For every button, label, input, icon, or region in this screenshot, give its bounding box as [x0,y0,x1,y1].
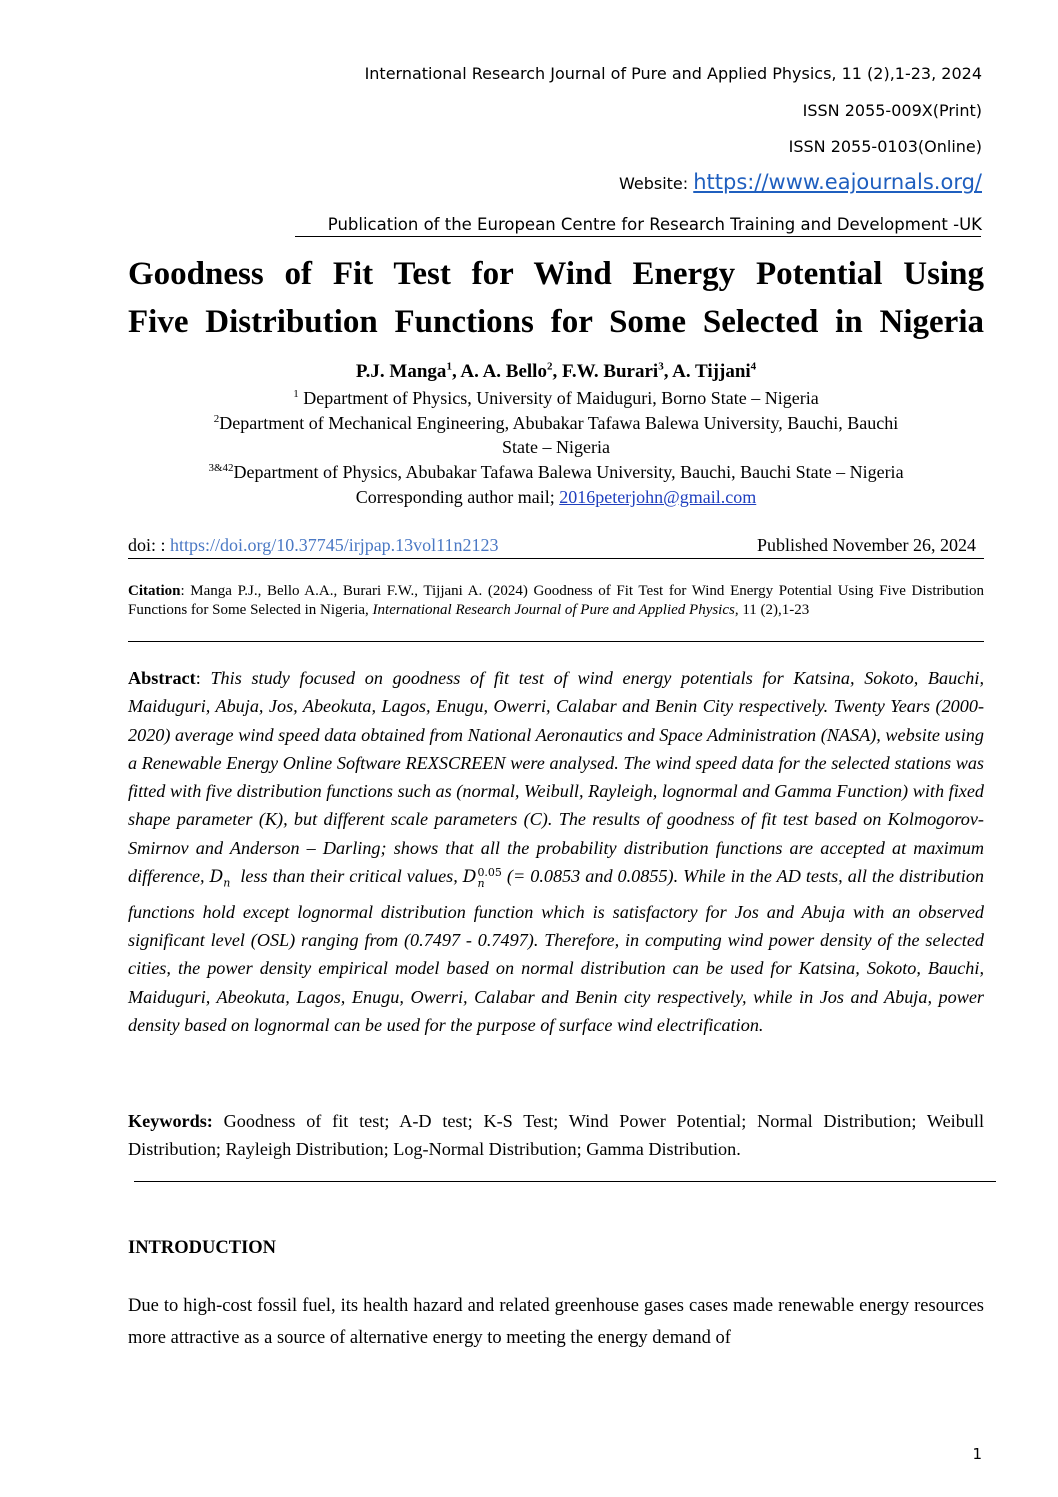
citation-text-end: , 11 (2),1-23 [734,602,810,618]
math-dn-critical [462,865,502,890]
corresponding-label: Corresponding author mail; [355,487,560,507]
issn-print: ISSN 2055-009X(Print) [802,101,982,120]
keywords-block [128,1107,984,1163]
abstract-label: Abstract [128,668,196,688]
citation-rule [128,641,984,642]
keywords-text: Goodness of fit test; A-D test; K-S Test; Wind Power Potential; Normal Distribution; Weibull Distribution; Rayleigh Distribution; Log-Normal Distribution; Gamma Distribution. [128,1111,984,1159]
affiliation-text: Department of Physics, University of Maiduguri, Borno State – Nigeria [298,388,819,408]
affiliation-3 [128,460,984,484]
affiliation-sup: 3&42 [208,462,234,474]
abstract-text: This study focused on goodness of fit test of wind energy potentials for Katsina, Sokoto, Bauchi, Maiduguri, Abuja, Jos, Abeokuta, Lagos, Enugu, Owerri, Calabar and Benin City respectively. Twenty Years (2000-2020) average wind speed data obtained from National Aeronautics and Space Administration (NASA), website using a Renewable Energy Online Software REXSCREEN were analysed. The wind speed data for the selected stations was fitted with five distribution functions such as (normal, Weibull, Rayleigh, lognormal and Gamma Function) with fixed shape parameter (K), but different scale parameters (C). The results of goodness of fit test based on Kolmogorov-Smirnov and Anderson – Darling; shows that all the probability distribution functions are accepted at maximum difference, [128,668,984,887]
author-name: A. Tijjani [672,361,751,382]
author-sep: , [451,361,461,382]
corresponding-author [128,485,984,509]
introduction-text: Due to high-cost fossil fuel, its health hazard and related greenhouse gases cases made renewable energy resources more attractive as a source of alternative energy to meeting the energy demand of [128,1296,984,1348]
website-link[interactable]: https://www.eajournals.org/ [693,170,982,194]
affiliation-sup: 1 [293,388,299,400]
citation-block [128,582,984,620]
affiliation-text: Department of Physics, Abubakar Tafawa Balewa University, Bauchi, Bauchi State – Nigeria [233,462,904,482]
author-sup: 3 [658,360,664,373]
website-label: Website: [618,174,689,193]
math-symbol: D [209,867,224,888]
author-name: A. A. Bello [460,361,547,382]
title-line-1: Goodness of Fit Test for Wind Energy Potential Using [128,256,984,292]
issn-online: ISSN 2055-0103(Online) [788,137,982,156]
citation-journal: International Research Journal of Pure and Applied Physics [372,602,735,618]
title-line-2: Five Distribution Functions for Some Selected in Nigeria [128,304,984,340]
affiliation-2 [128,411,984,459]
keywords-rule [134,1181,996,1182]
doi-row [128,535,984,556]
author-name: F.W. Burari [561,361,659,382]
website-row [619,170,982,194]
math-sup: 0.05 [477,865,502,879]
introduction-heading: INTRODUCTION [128,1238,277,1258]
affiliation-text: State – Nigeria [502,437,610,457]
affiliation-1 [128,386,984,410]
keywords-label: Keywords: [128,1111,213,1131]
doi-link[interactable]: https://doi.org/10.37745/irjpap.13vol11n2123 [170,535,499,555]
author-name: P.J. Manga [355,361,447,382]
citation-text: : Manga P.J., Bello A.A., Burari F.W., Tijjani A. (2024) Goodness of Fit Test for Wind Energy Potential Using Five Distribution Functions for Some Selected in Nigeria, [128,583,984,618]
paper-title [128,250,984,346]
math-symbol: D [462,867,477,888]
author-sup: 2 [546,360,553,373]
citation-label: Citation [128,583,181,599]
abstract-block: Abstract: This study focused on goodness of fit test of wind energy potentials for Katsina, Sokoto, Bauchi, Maiduguri, Abuja, Jos, Abeokuta, Lagos, Enugu, Owerri, Calabar and Benin City respectively. Twenty Years (2000-2020) average wind speed data obtained from National Aeronautics and Space Administration (NASA), website using a Renewable Energy Online Software REXSCREEN were analysed. The wind speed data for the selected stations was fitted with five distribution functions such as (normal, Weibull, Rayleigh, lognormal and Gamma Function) with fixed shape parameter (K), but different scale parameters (C). The results of goodness of fit test based on Kolmogorov-Smirnov and Anderson – Darling; shows that all the probability distribution functions are accepted at maximum difference, $D_n$ less than their critical values, D 0.05 n (= 0.0853 and 0.0855). While in the AD tests, all the distribution functions hold except lognormal distribution function which is satisfactory for Jos and Abuja with an observed significant level (OSL) ranging from (0.7497 - 0.7497). Therefore, in computing wind power density of the selected cities, the power density empirical model based on normal distribution can be used for Katsina, Sokoto, Bauchi, Maiduguri, Abeokuta, Lagos, Enugu, Owerri, Calabar and Benin city respectively, while in Jos and Abuja, power density based on lognormal can be used for the purpose of surface wind electrification. [128,668,985,1035]
author-sep: , [552,361,562,382]
abstract-text: less than their critical values, [230,866,463,887]
doi-rule [128,558,984,559]
author-sup: 1 [446,360,452,373]
page-number: 1 [972,1445,982,1463]
author-list [128,360,984,384]
publisher-line: Publication of the European Centre for Research Training and Development -UK [327,215,982,234]
corresponding-email-link[interactable]: 2016peterjohn@gmail.com [559,487,757,507]
published-date: Published November 26, 2024 [757,535,976,555]
math-dn [209,867,231,890]
doi-label: doi: : [128,535,171,555]
abstract-text: (= 0.0853 and 0.0855). While in the AD tests, all the distribution functions hold except lognormal distribution function which is satisfactory for Jos and Abuja with an observed significant level (OSL) ranging from (0.7497 - 0.7497). Therefore, in computing wind power density of the selected cities, the power density empirical model based on normal distribution can be used for Katsina, Sokoto, Bauchi, Maiduguri, Abeokuta, Lagos, Enugu, Owerri, Calabar and Benin city respectively, while in Jos and Abuja, power density based on lognormal can be used for the purpose of surface wind electrification. [128,866,985,1035]
math-sub: n [477,876,485,890]
affiliation-sup: 2 [213,413,220,425]
header-rule [295,236,981,237]
author-sep: , [663,361,673,382]
journal-line: International Research Journal of Pure and Applied Physics, 11 (2),1-23, 2024 [364,64,982,83]
author-sup: 4 [750,360,757,373]
affiliation-text: Department of Mechanical Engineering, Abubakar Tafawa Balewa University, Bauchi, Bauchi [219,413,899,433]
math-sub: n [223,876,231,890]
